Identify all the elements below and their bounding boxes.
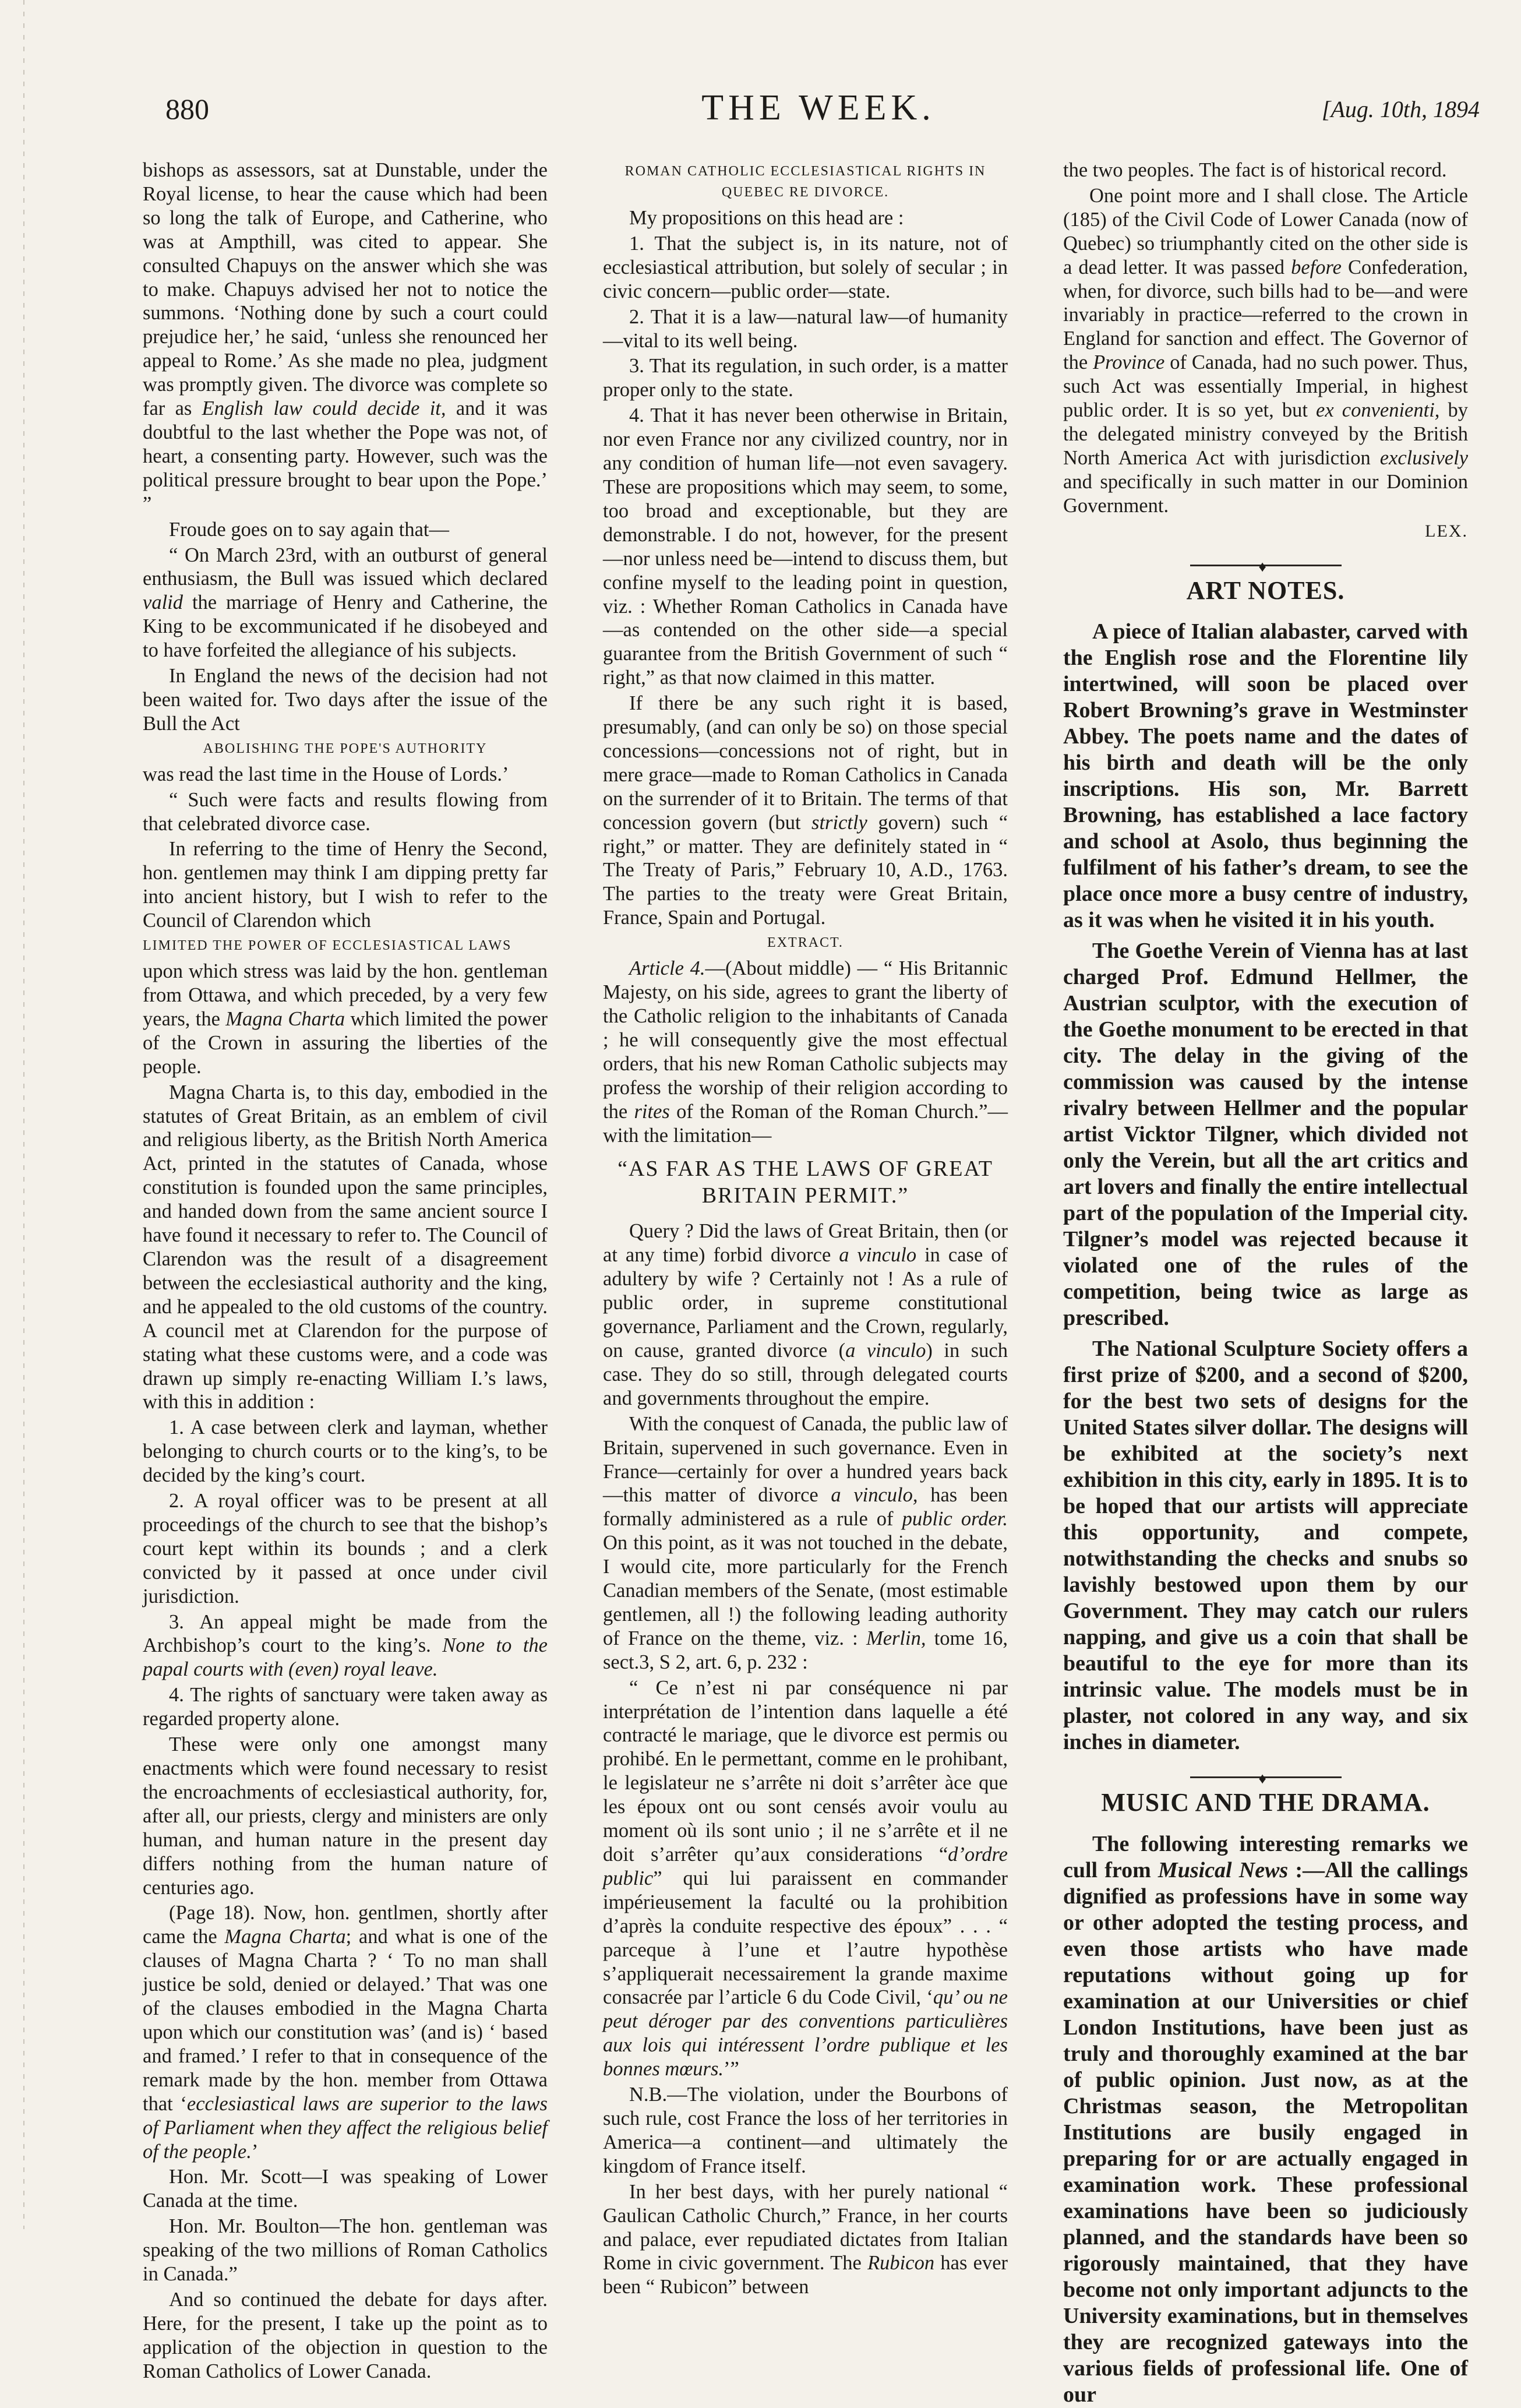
paragraph: One point more and I shall close. The Article (185) of the Civil Code of Lower Canada (now of Quebec) so triumphantly cited on the other side is a dead letter. It was passed before Confederation, when, for divorce, such bills had to be—and were invariably in practice—referred to the crown in England for sanction and effect. The Governor of the Province of Canada, had no such power. Thus, such Act was essentially Imperial, in highest public order. It is so yet, but ex convenienti, by the delegated ministry conveyed by the British North America Act with jurisdiction exclusively and specifically in such matter in our Dominion Government. <box>1063 184 1469 517</box>
paragraph: Article 4.—(About middle) — “ His Britannic Majesty, on his side, agrees to grant the liberty of the Catholic religion to the inhabitants of Canada ; he will consequently give the most effectual orders, that his new Roman Catholic subjects may profess the worship of their religion according to the rites of the Roman of the Roman Church.”—with the limitation— <box>603 957 1008 1147</box>
signature: LEX. <box>1425 521 1468 541</box>
paragraph: 4. That it has never been otherwise in Britain, nor even France nor any civilized country, nor in any condition of human life—not even savagery. These are propositions which may seem, to some, too broad and exceptionable, but they are demonstrable. I do not, however, for the present—nor unless need be—intend to discuss them, but confine myself to the leading point in question, viz. : Whether Roman Catholics in Canada have—as contended on the other side—a special guarantee from the British Government of such “ right,” as that now claimed in this matter. <box>603 404 1008 689</box>
art-notes-body <box>1063 619 1468 1755</box>
paragraph: These were only one amongst many enactments which were found necessary to resist the encroachments of ecclesiastical authority, for, after all, our priests, clergy and ministers are only human, and human nature in the present day differs nothing from the human nature of centuries ago. <box>143 1733 548 1899</box>
subheading: EXTRACT. <box>767 935 844 951</box>
section-divider <box>1190 1776 1342 1778</box>
paragraph: The National Sculpture Society offers a first prize of $200, and a second of $200, for the best two sets of designs for the United States silver dollar. The designs will be exhibited at the society’s next exhibition in this city, early in 1895. It is to be hoped that our artists will appreciate this opportunity, and compete, notwithstanding the checks and snubs so lavishly bestowed upon them by our Government. They may catch our rulers napping, and give us a coin that shall be beautiful to the eye for more than its intrinsic value. The models must be in plaster, not colored in any way, and six inches in diameter. <box>1063 1337 1469 1755</box>
paragraph: A piece of Italian alabaster, carved with the English rose and the Florentine lily intertwined, will soon be placed over Robert Browning’s grave in Westminster Abbey. The poets name and the dates of his birth and death will be the only inscriptions. His son, Mr. Barrett Browning, has established a lace factory and school at Asolo, thus beginning the fulfilment of his father’s dream, to see the place once more a busy centre of industry, as it was when he visited it in his youth. <box>1063 619 1468 933</box>
paragraph: 3. That its regulation, in such order, is a matter proper only to the state. <box>603 355 1008 401</box>
paragraph: Query ? Did the laws of Great Britain, then (or at any time) forbid divorce a vinculo in case of adultery by wife ? Certainly not ! As a rule of public order, in supreme constitutional governance, Parliament and the Crown, regularly, on cause, granted divorce (a vinculo) in such case. They do so still, through delegated courts and governments throughout the empire. <box>603 1220 1008 1409</box>
paragraph: The following interesting remarks we cull from Musical News :—All the callings dignified as professions have in some way or other adopted the testing process, and even those artists who have made reputations without going up for examination at our Universities or chief London Institutions, have been just as truly and thoroughly examined at the bar of public opinion. Just now, as at the Christmas season, the Metropolitan Institutions are busily engaged in preparing for or are actually engaged in examination work. These professional examinations have been so judiciously planned, and the standards have been so rigorously maintained, that they have become not only important adjuncts to the University examinations, but in themselves they are recognized gateways into the various fields of professional life. One of our <box>1063 1832 1469 2407</box>
paragraph: “ Such were facts and results flowing from that celebrated divorce case. <box>143 788 548 835</box>
display-heading: “AS FAR AS THE LAWS OF GREAT BRITAIN PERMIT.” <box>617 1157 993 1208</box>
paragraph: was read the last time in the House of Lords.’ <box>143 763 509 785</box>
paragraph: In referring to the time of Henry the Second, hon. gentlemen may think I am dipping pretty far into ancient history, but I wish to refer to the Council of Clarendon which <box>143 838 548 932</box>
paragraph: My propositions on this head are : <box>629 207 904 229</box>
paragraph: upon which stress was laid by the hon. gentleman from Ottawa, and which preceded, by a very few years, the Magna Charta which limited the power of the Crown in assuring the liberties of the people. <box>143 960 548 1078</box>
paragraph: N.B.—The violation, under the Bourbons of such rule, cost France the loss of her territories in America—a continent—and ultimately the kingdom of France itself. <box>603 2083 1008 2177</box>
section-title-music-drama: MUSIC AND THE DRAMA. <box>1101 1788 1430 1817</box>
column-3 <box>1063 158 1469 2407</box>
paragraph: “ On March 23rd, with an outburst of general enthusiasm, the Bull was issued which declared valid the marriage of Henry and Catherine, the King to be excommunicated if he disobeyed and to have forfeited the allegiance of his subjects. <box>143 544 548 662</box>
page-header <box>157 87 1480 134</box>
article-heading: ROMAN CATHOLIC ECCLESIASTICAL RIGHTS IN QUEBEC RE DIVORCE. <box>624 164 986 200</box>
paragraph: If there be any such right it is based, presumably, (and can only be so) on those special concessions—concessions not of right, but in mere grace—made to Roman Catholics in Canada on the surrender of it to Britain. The terms of that concession govern (but strictly govern) such “ right,” or matter. They are definitely stated in “ The Treaty of Paris,” February 10, A.D., 1763. The parties to the treaty were Great Britain, France, Spain and Portugal. <box>603 692 1008 929</box>
paragraph: Hon. Mr. Boulton—The hon. gentleman was speaking of the two millions of Roman Catholics in Canada.” <box>143 2215 548 2286</box>
paragraph: And so continued the debate for days after. Here, for the present, I take up the point as to application of the objection in question to the Roman Catholics of Lower Canada. <box>143 2288 548 2382</box>
section-divider <box>1190 565 1342 566</box>
subheading: LIMITED THE POWER OF ECCLESIASTICAL LAWS <box>143 938 512 954</box>
paragraph: Froude goes on to say again that— <box>169 518 449 541</box>
column-2 <box>603 158 1008 2298</box>
paragraph: The Goethe Verein of Vienna has at last charged Prof. Edmund Hellmer, the Austrian sculptor, with the execution of the Goethe monument to be erected in that city. The delay in the giving of the commission was caused by the intense rivalry between Hellmer and the popular artist Vicktor Tilgner, which divided not only the Verein, but all the art critics and art lovers and finally the entire intellectual part of the population of the Imperial city. Tilgner’s model was rejected because it violated one of the rules of the competition, being twice as large as prescribed. <box>1063 939 1468 1331</box>
paragraph: 4. The rights of sanctuary were taken away as regarded property alone. <box>143 1684 548 1730</box>
paragraph: With the conquest of Canada, the public law of Britain, supervened in such governance. Even in France—certainly for over a hundred years back—this matter of divorce a vinculo, has been formally administered as a rule of public order. On this point, as it was not touched in the debate, I would cite, more particularly for the French Canadian members of the Senate, (most estimable gentlemen, all !) the following leading authority of France on the theme, viz. : Merlin, tome 16, sect.3, S 2, art. 6, p. 232 : <box>603 1412 1008 1673</box>
subheading: ABOLISHING THE POPE'S AUTHORITY <box>203 741 488 756</box>
section-title-art-notes: ART NOTES. <box>1186 576 1345 605</box>
paragraph: In England the news of the decision had not been waited for. Two days after the issue of the Bull the Act <box>143 665 548 735</box>
paragraph: 2. That it is a law—natural law—of humanity—vital to its well being. <box>603 305 1008 352</box>
page-edge-rule <box>23 0 24 2229</box>
paragraph: 3. An appeal might be made from the Archbishop’s court to the king’s. None to the papal courts with (even) royal leave. <box>143 1610 548 1681</box>
paragraph: bishops as assessors, sat at Dunstable, under the Royal license, to hear the cause which had been so long the talk of Europe, and Catherine, who was at Ampthill, was cited to appear. She consulted Chapuys on the answer which she was to make. Chapuys advised her not to notice the summons. ‘Nothing done by such a court could prejudice her,’ he said, ‘unless she renounced her appeal to Rome.’ As she made no plea, judgment was promptly given. The divorce was complete so far as English law could decide it, and it was doubtful to the last whether the Pope was not, of heart, a consenting party. However, such was the political pressure brought to bear upon the Pope.’ ” <box>143 159 548 515</box>
paragraph: the two peoples. The fact is of historical record. <box>1063 159 1447 181</box>
masthead-title: THE WEEK. <box>701 88 936 128</box>
paragraph: 1. That the subject is, in its nature, not of ecclesiastical attribution, but solely of secular ; in civic concern—public order—state. <box>603 232 1008 302</box>
music-drama-body <box>1063 1831 1468 2408</box>
paragraph: In her best days, with her purely national “ Gaulican Catholic Church,” France, in her courts and palace, ever repudiated dictates from Italian Rome in civic government. The Rubicon has ever been “ Rubicon” between <box>603 2180 1008 2298</box>
paragraph: “ Ce n’est ni par conséquence ni par interprétation de l’intention dans laquelle a été contracté le mariage, que le divorce est permis ou prohibé. En le permettant, comme en le prohibant, le legislateur ne s’arrête ni doit s’arrêter àce que les époux ont ou sont censés avoir voulu au moment où ils sont unio ; il ne s’arrête et il ne doit s’arrêter qu’aux considerations “d’ordre public” qui lui paraissent en commander impérieusement la faculté ou la prohibition d’après la conduite respective des époux” . . . “ parceque à l’une et l’autre hypothèse s’appliquerait necessairement la grande maxime consacrée par l’article 6 du Code Civil, ‘qu’ ou ne peut déroger par des conventions particulières aux lois qui intéressent l’ordre publique et les bonnes mœurs.’” <box>603 1676 1008 2081</box>
paragraph: (Page 18). Now, hon. gentlmen, shortly after came the Magna Charta; and what is one of the clauses of Magna Charta ? ‘ To no man shall justice be sold, denied or delayed.’ That was one of the clauses embodied in the Magna Charta upon which our constitution was’ (and is) ‘ based and framed.’ I refer to that in consequence of the remark made by the hon. member from Ottawa that ‘ecclesiastical laws are superior to the laws of Parliament when they affect the religious belief of the people.’ <box>143 1902 548 2163</box>
column-1 <box>143 158 548 2382</box>
issue-date: [Aug. 10th, 1894 <box>1321 96 1480 122</box>
paragraph: 1. A case between clerk and layman, whether belonging to church courts or to the king’s, to be decided by the king’s court. <box>143 1416 548 1487</box>
paragraph: 2. A royal officer was to be present at all proceedings of the church to see that the bishop’s court kept within its bounds ; and a clerk convicted by it passed at once under civil jurisdiction. <box>143 1490 548 1607</box>
paragraph: Magna Charta is, to this day, embodied in the statutes of Great Britain, as an emblem of civil and religious liberty, as the British North America Act, printed in the statutes of Canada, whose constitution is founded upon the same principles, and handed down from the same ancient source I have found it necessary to refer to. The Council of Clarendon was the result of a disagreement between the ecclesiastical authority and the king, and he appealed to the old customs of the country. A council met at Clarendon for the purpose of stating what these customs were, and a code was drawn up simply re-enacting William I.’s laws, with this in addition : <box>143 1081 548 1413</box>
page-number: 880 <box>165 93 209 125</box>
paragraph: Hon. Mr. Scott—I was speaking of Lower Canada at the time. <box>143 2166 548 2212</box>
